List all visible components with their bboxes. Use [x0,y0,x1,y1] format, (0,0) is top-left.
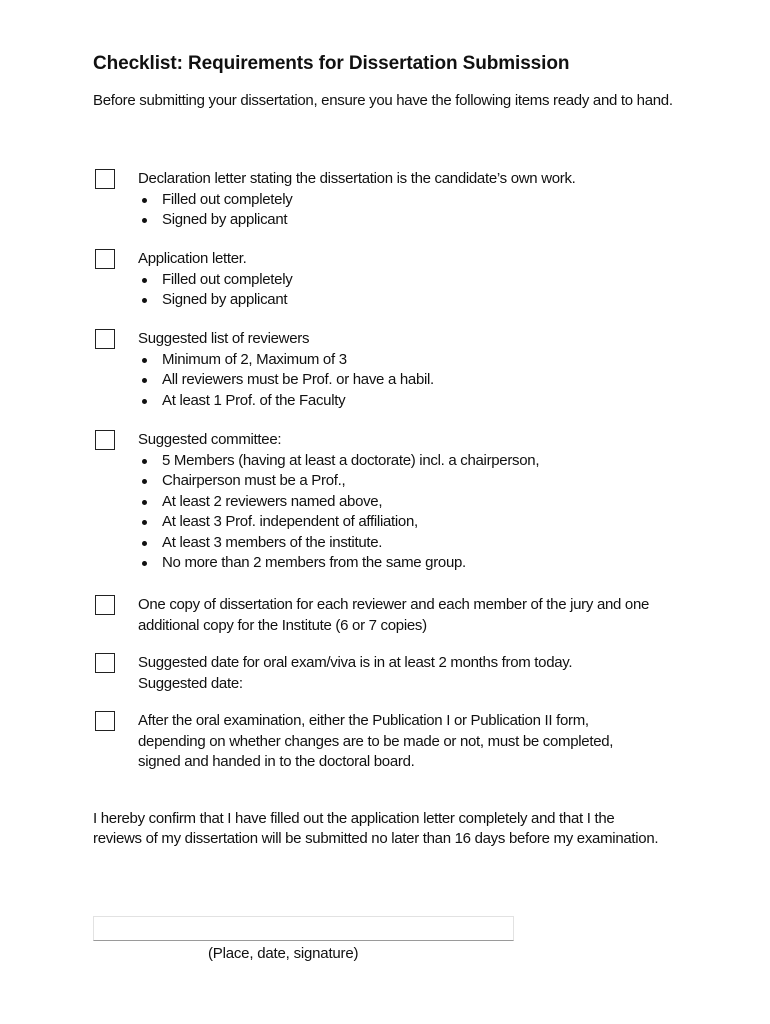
confirmation-text: I hereby confirm that I have filled out the application letter completely and that I the reviews of my dissertation will be submitted no later than 16 days before my examination. [93,810,659,847]
checklist-item-text [138,711,683,773]
requirement-bullet: Filled out completely [138,190,683,211]
requirement-bullet: Minimum of 2, Maximum of 3 [138,350,683,371]
requirement-list [138,190,683,231]
requirement-bullet: At least 2 reviewers named above, [138,492,683,513]
page-title: Checklist: Requirements for Dissertation Submission [93,53,570,74]
checklist-item-text [138,595,683,636]
requirement-bullet: Chairperson must be a Prof., [138,471,683,492]
requirement-list [138,270,683,311]
checklist-item-line: Declaration letter stating the dissertation is the candidate’s own work. [138,170,576,187]
checklist-item-line: Application letter. [138,250,247,267]
requirement-bullet: At least 1 Prof. of the Faculty [138,391,683,412]
checklist-checkbox[interactable] [95,430,115,450]
requirement-bullet: Filled out completely [138,270,683,291]
checklist-item-line: additional copy for the Institute (6 or 7 copies) [138,616,427,634]
signature-caption: (Place, date, signature) [208,945,359,962]
requirement-bullet: At least 3 members of the institute. [138,533,683,554]
checklist-item-line: One copy of dissertation for each reviewer and each member of the jury and one [138,596,650,613]
requirement-bullet: No more than 2 members from the same group. [138,553,683,574]
checklist-item-line: Suggested date for oral exam/viva is in at least 2 months from today. [138,654,573,671]
checklist-checkbox[interactable] [95,249,115,269]
intro-text: Before submitting your dissertation, ensure you have the following items ready and to hand. [93,92,673,109]
requirement-list [138,350,683,412]
checklist-item-line: depending on whether changes are to be made or not, must be completed, [138,732,614,750]
checklist-checkbox[interactable] [95,711,115,731]
requirement-bullet: 5 Members (having at least a doctorate) incl. a chairperson, [138,451,683,472]
checklist-item-line: signed and handed in to the doctoral board. [138,753,415,770]
checklist-item-text [138,169,683,231]
checklist-item-line: Suggested date: [138,674,243,692]
checklist-item-line: Suggested committee: [138,431,282,448]
checklist-item-text [138,329,683,411]
checklist-checkbox[interactable] [95,653,115,673]
checklist-checkbox[interactable] [95,595,115,615]
requirement-bullet: At least 3 Prof. independent of affiliation, [138,512,683,533]
checklist-item-line: Suggested list of reviewers [138,330,310,347]
requirement-list [138,451,683,574]
checklist-item-text [138,430,683,574]
requirement-bullet: Signed by applicant [138,290,683,311]
checklist-item-line: After the oral examination, either the Publication I or Publication II form, [138,712,589,729]
requirement-bullet: All reviewers must be Prof. or have a habil. [138,370,683,391]
checklist-checkbox[interactable] [95,329,115,349]
signature-field[interactable] [93,916,514,941]
checklist-checkbox[interactable] [95,169,115,189]
checklist-item-text [138,249,683,311]
checklist-item-text [138,653,683,694]
requirement-bullet: Signed by applicant [138,210,683,231]
